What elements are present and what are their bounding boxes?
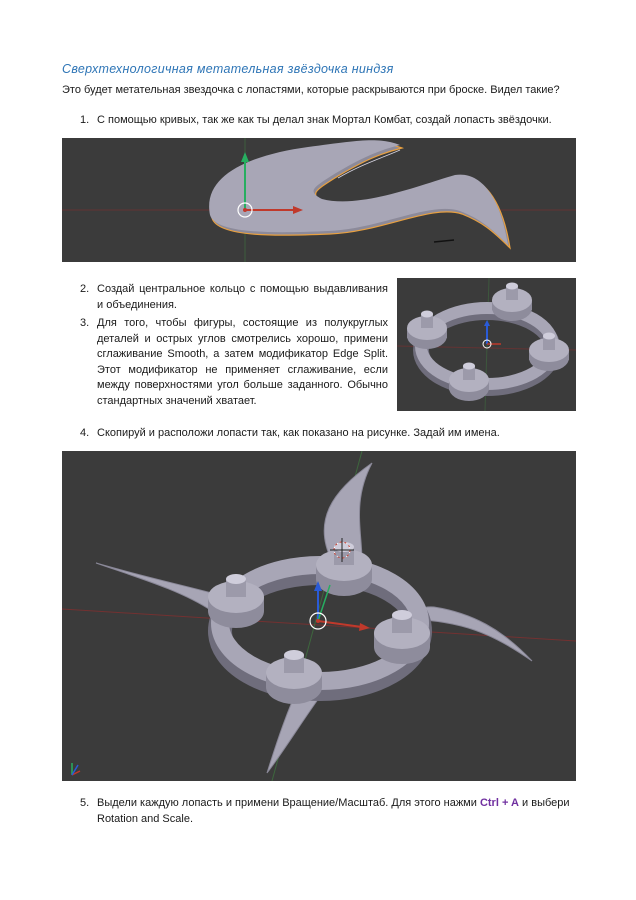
step-2-number: 2. (80, 283, 90, 295)
step-5-text-after: и выбери Rotation and Scale. (97, 797, 570, 825)
step-1-text: С помощью кривых, так же как ты делал знак Мортал Комбат, создай лопасть звёздочки. (97, 114, 552, 126)
step-5-text-before: Выдели каждую лопасть и примени Вращение/Масштаб. Для этого нажми (97, 797, 480, 809)
ring-viewport-image (397, 278, 576, 411)
intro-paragraph: Это будет метательная звездочка с лопастями, которые раскрываются при броске. Видел такие? (62, 84, 560, 96)
step-5-text (97, 796, 590, 827)
step-4-text: Скопируй и расположи лопасти так, как показано на рисунке. Задай им имена. (97, 427, 500, 439)
step-2 (80, 282, 388, 314)
step-5-number: 5. (80, 797, 90, 809)
blade-shape (209, 140, 510, 248)
document-heading: Сверхтехнологичная метательная звёздочка ниндзя (62, 62, 394, 76)
step-3-text: Для того, чтобы фигуры, состоящие из полукруглых деталей и острых углов смотрелись хорошо, примени сглаживание Smooth, а затем модификатор Edge Split. Этот модификатор не применяет сглаживание, если между поверхностями угол больше заданного. Обычно стандартных значений хватает. (97, 317, 388, 407)
step-4-number: 4. (80, 427, 90, 439)
step-3 (80, 316, 388, 426)
axis-gizmo-icon (72, 763, 80, 775)
keyboard-shortcut: Ctrl + A (479, 797, 519, 809)
blade-viewport-image (62, 138, 576, 262)
step-4 (80, 426, 590, 442)
move-manipulator-icon (483, 320, 501, 348)
step-2-text: Создай центральное кольцо с помощью выдавливания и объединения. (97, 283, 388, 311)
blades (96, 463, 532, 773)
step-1-number: 1. (80, 114, 90, 126)
step-1 (80, 113, 590, 129)
star-viewport-image (62, 451, 576, 781)
step-3-number: 3. (80, 317, 90, 329)
step-5 (80, 796, 590, 830)
